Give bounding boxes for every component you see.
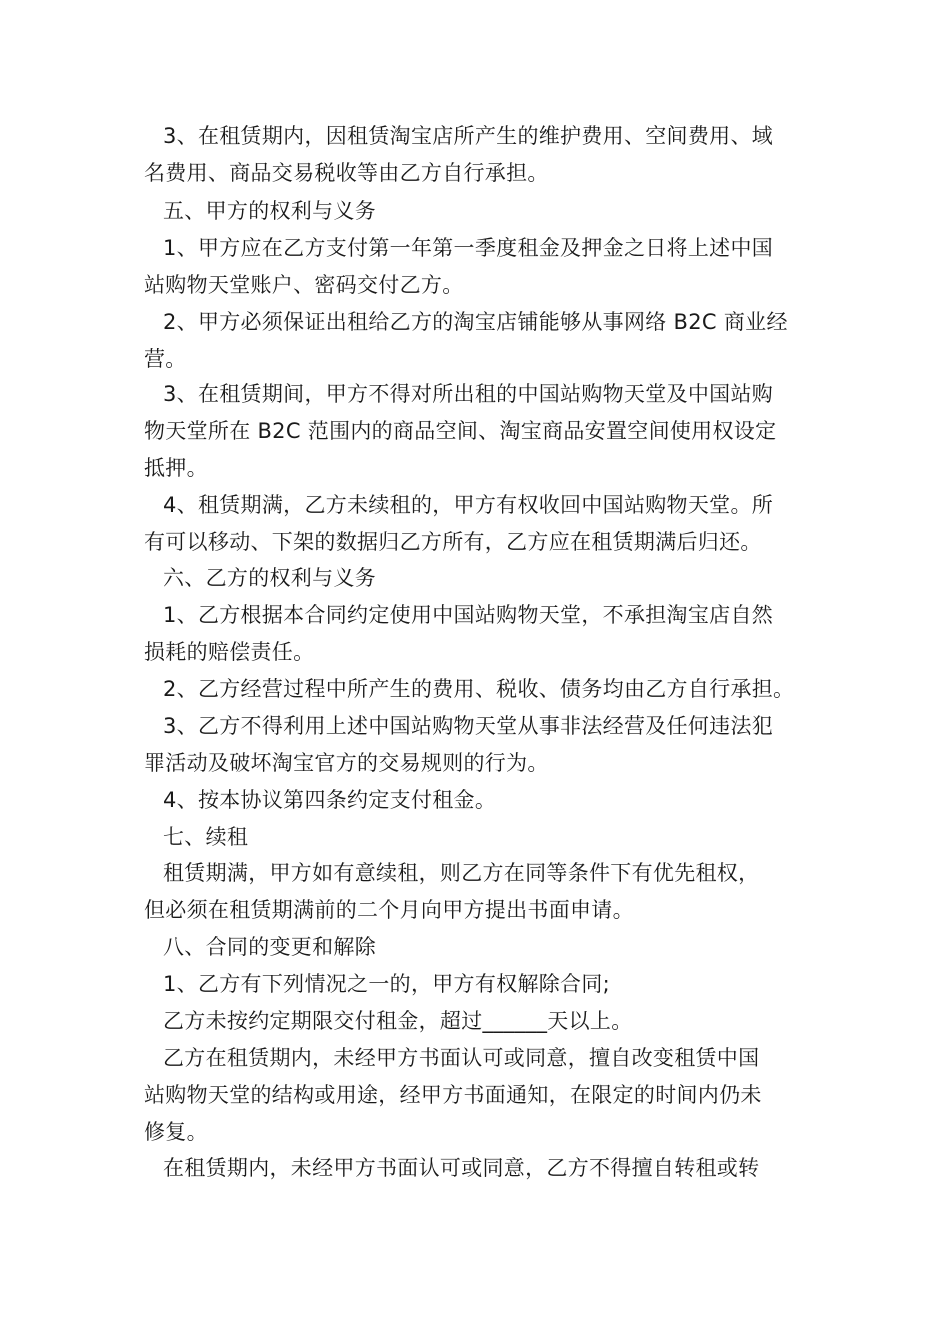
text-line: 站购物天堂账户、密码交付乙方。 (144, 273, 464, 297)
text-line: 3、在租赁期间，甲方不得对所出租的中国站购物天堂及中国站购 (163, 382, 774, 406)
text-line: 物天堂所在 B2C 范围内的商品空间、淘宝商品安置空间使用权设定 (144, 419, 777, 443)
text-line: 罪活动及破坏淘宝官方的交易规则的行为。 (144, 751, 549, 775)
section-heading: 六、乙方的权利与义务 (163, 566, 376, 590)
text-line: 乙方未按约定期限交付租金，超过______天以上。 (163, 1009, 633, 1033)
text-line: 损耗的赔偿责任。 (144, 640, 315, 664)
text-line: 1、甲方应在乙方支付第一年第一季度租金及押金之日将上述中国 (163, 236, 774, 260)
text-line: 站购物天堂的结构或用途，经甲方书面通知，在限定的时间内仍未 (144, 1083, 762, 1107)
text-line: 租赁期满，甲方如有意续租，则乙方在同等条件下有优先租权， (163, 861, 760, 885)
text-line: 1、乙方根据本合同约定使用中国站购物天堂，不承担淘宝店自然 (163, 603, 774, 627)
text-line: 修复。 (144, 1120, 208, 1144)
text-line: 1、乙方有下列情况之一的，甲方有权解除合同; (163, 972, 611, 996)
text-line: 3、乙方不得利用上述中国站购物天堂从事非法经营及任何违法犯 (163, 714, 774, 738)
text-line: 3、在租赁期内，因租赁淘宝店所产生的维护费用、空间费用、域 (163, 124, 774, 148)
text-line: 2、甲方必须保证出租给乙方的淘宝店铺能够从事网络 B2C 商业经 (163, 310, 788, 334)
section-heading: 五、甲方的权利与义务 (163, 199, 376, 223)
text-line: 在租赁期内，未经甲方书面认可或同意，乙方不得擅自转租或转 (163, 1156, 760, 1180)
text-line: 抵押。 (144, 456, 208, 480)
text-line: 有可以移动、下架的数据归乙方所有，乙方应在租赁期满后归还。 (144, 530, 762, 554)
section-heading: 八、合同的变更和解除 (163, 935, 376, 959)
text-line: 4、按本协议第四条约定支付租金。 (163, 788, 497, 812)
section-heading: 七、续租 (163, 825, 249, 849)
text-line: 但必须在租赁期满前的二个月向甲方提出书面申请。 (144, 898, 634, 922)
text-line: 乙方在租赁期内，未经甲方书面认可或同意，擅自改变租赁中国 (163, 1046, 760, 1070)
text-line: 2、乙方经营过程中所产生的费用、税收、债务均由乙方自行承担。 (163, 677, 795, 701)
text-line: 营。 (144, 347, 187, 371)
text-line: 名费用、商品交易税收等由乙方自行承担。 (144, 161, 549, 185)
text-line: 4、租赁期满，乙方未续租的，甲方有权收回中国站购物天堂。所 (163, 493, 774, 517)
